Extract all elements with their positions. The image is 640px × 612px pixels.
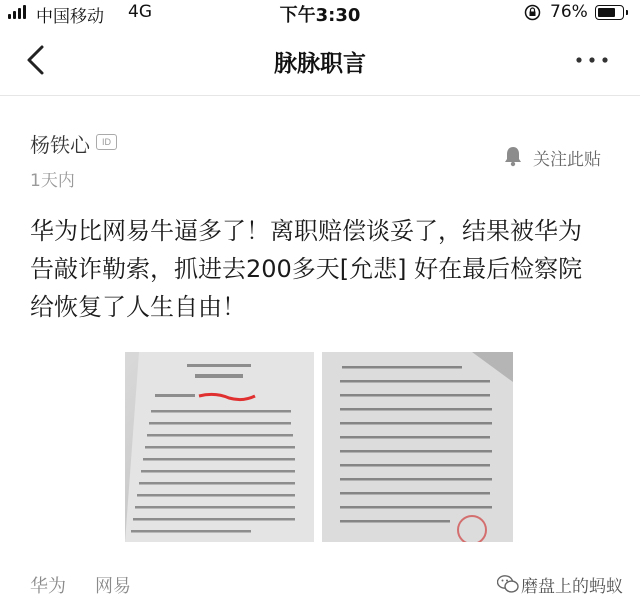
rotation-lock-icon xyxy=(524,4,541,21)
battery-percent: 76% xyxy=(550,2,588,22)
document-photo[interactable] xyxy=(125,352,314,542)
tag-netease[interactable]: 网易 xyxy=(95,576,131,597)
document-photo[interactable] xyxy=(322,352,513,542)
author-name[interactable]: 杨铁心 xyxy=(30,133,90,157)
post-body-line: 告敲诈勒索，抓进去200多天[允悲] 好在最后检察院 xyxy=(30,255,583,283)
post-body-line: 华为比网易牛逼多了！离职赔偿谈妥了，结果被华为 xyxy=(30,217,582,245)
post-body-line: 给恢复了人生自由！ xyxy=(30,293,246,321)
wechat-logo-icon xyxy=(497,574,519,594)
battery-tip xyxy=(626,10,628,15)
id-badge: ID xyxy=(96,134,117,150)
more-dots-icon[interactable] xyxy=(572,50,612,70)
status-time: 下午3:30 xyxy=(279,5,361,26)
watermark-text: 磨盘上的蚂蚁 xyxy=(521,577,623,597)
network-type: 4G xyxy=(128,2,152,22)
follow-label: 关注此贴 xyxy=(533,150,601,170)
post-body xyxy=(30,212,610,326)
follow-post-button[interactable] xyxy=(503,144,623,170)
page-title: 脉脉职言 xyxy=(274,51,366,77)
document-photo-image xyxy=(125,352,314,542)
document-photo-image xyxy=(322,352,513,542)
battery-icon xyxy=(595,5,624,20)
post-timestamp: 1天内 xyxy=(30,171,75,191)
battery-fill xyxy=(598,8,615,17)
tag-huawei[interactable]: 华为 xyxy=(30,576,66,597)
bell-icon xyxy=(503,145,523,167)
carrier-name: 中国移动 xyxy=(36,7,104,27)
nav-bar xyxy=(0,26,640,96)
status-bar xyxy=(0,0,640,26)
